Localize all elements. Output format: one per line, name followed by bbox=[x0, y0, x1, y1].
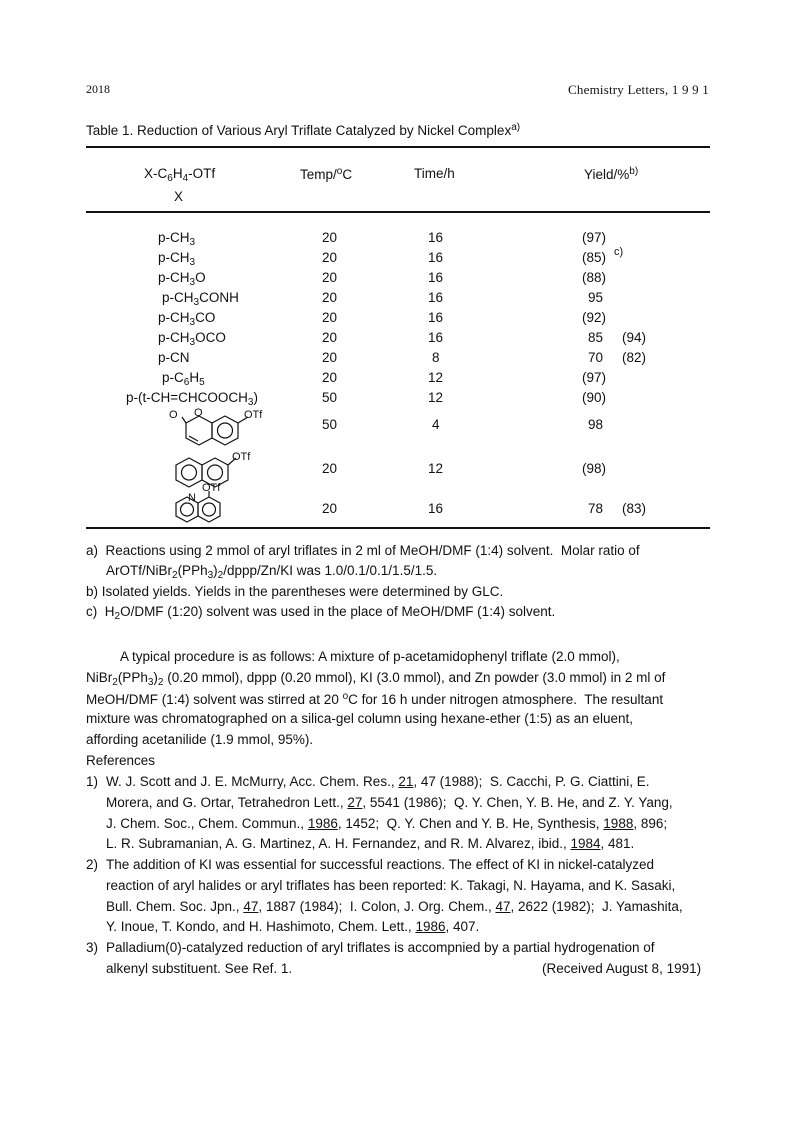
header-substrate-sub2: 4 bbox=[182, 173, 189, 184]
quinolyl-triflate-structure bbox=[168, 481, 258, 529]
row-2-time: 16 bbox=[428, 250, 444, 265]
procedure-line-5: affording acetanilide (1.9 mmol, 95%). bbox=[86, 732, 314, 747]
ref-1-num: 1) bbox=[86, 774, 99, 789]
header-temp-main: Temp/ bbox=[300, 167, 337, 182]
ref-3-num: 3) bbox=[86, 940, 99, 955]
row-7-yield: 70 bbox=[588, 350, 604, 365]
procedure-line-3: MeOH/DMF (1:4) solvent was stirred at 20 $^o$C for 16 h under nitrogen atmosphere. The resultant bbox=[86, 691, 664, 707]
row-3-time: 16 bbox=[428, 270, 444, 285]
table-top-rule bbox=[86, 146, 710, 148]
coumarin-otf-label: OTf bbox=[244, 409, 263, 421]
table-caption-text: Table 1. Reduction of Various Aryl Triflate Catalyzed by Nickel Complex bbox=[86, 123, 512, 138]
row-11-yield: (98) bbox=[582, 461, 607, 476]
row-4-time: 16 bbox=[428, 290, 444, 305]
ref-2-line-2: reaction of aryl halides or aryl triflates has been reported: K. Takagi, N. Hayama, and K. Sasaki, bbox=[106, 878, 676, 893]
header-yield bbox=[584, 166, 638, 182]
quinolyl-n-label: N bbox=[188, 492, 196, 504]
row-9-time: 12 bbox=[428, 390, 444, 405]
header-temp bbox=[300, 166, 352, 182]
row-2-x: $p-CH_3$ bbox=[158, 250, 196, 268]
row-5-time: 16 bbox=[428, 310, 444, 325]
footnote-a-line2: ArOTf/$NiBr_2(PPh_3)_2/dppp/Zn/KI$ was 1.0/0.1/0.1/1.5/1.5. bbox=[106, 563, 438, 581]
row-6-alt: (94) bbox=[622, 330, 647, 345]
quinolyl-otf-label: OTf bbox=[202, 482, 221, 494]
header-substrate-mid: H bbox=[172, 166, 183, 181]
row-9-yield: (90) bbox=[582, 390, 607, 405]
table-caption-note: a) bbox=[511, 122, 521, 133]
row-12-alt: (83) bbox=[622, 501, 647, 516]
row-3-temp: 20 bbox=[322, 270, 338, 285]
ref-3-line-1: Palladium(0)-catalyzed reduction of aryl triflates is accompnied by a partial hydrogenation of bbox=[106, 940, 655, 955]
row-8-time: 12 bbox=[428, 370, 444, 385]
footnote-a-line1: a) Reactions using 2 mmol of aryl triflates in 2 ml of MeOH/DMF (1:4) solvent. Molar ratio of bbox=[86, 543, 640, 558]
ref-2-line-4: Y. Inoue, T. Kondo, and H. Hashimoto, Chem. Lett., 1986, 407. bbox=[106, 919, 480, 934]
row-8-yield: (97) bbox=[582, 370, 607, 385]
header-temp-end: C bbox=[342, 167, 353, 182]
row-3-x: $p-CH_3O$ bbox=[158, 270, 206, 288]
ref-1-line-1: W. J. Scott and J. E. McMurry, Acc. Chem. Res., 21, 47 (1988); S. Cacchi, P. G. Ciattini, E. bbox=[106, 774, 650, 789]
row-10-yield: 98 bbox=[588, 417, 604, 432]
row-6-time: 16 bbox=[428, 330, 444, 345]
procedure-line-2: $NiBr_2(PPh_3)_2$ (0.20 mmol), dppp (0.20 mmol), KI (3.0 mmol), and Zn powder (3.0 mmol) in 2 ml of bbox=[86, 670, 666, 688]
row-4-temp: 20 bbox=[322, 290, 338, 305]
row-1-temp: 20 bbox=[322, 230, 338, 245]
row-11-time: 12 bbox=[428, 461, 444, 476]
row-12-yield: 78 bbox=[588, 501, 604, 516]
header-time: Time/h bbox=[414, 166, 455, 181]
received-date: (Received August 8, 1991) bbox=[542, 961, 702, 976]
coumarin-o2-label: O bbox=[194, 407, 203, 419]
row-12-time: 16 bbox=[428, 501, 444, 516]
row-6-x: $p-CH_3OCO$ bbox=[158, 330, 226, 348]
row-10-time: 4 bbox=[432, 417, 440, 432]
procedure-line-1: A typical procedure is as follows: A mixture of p-acetamidophenyl triflate (2.0 mmol), bbox=[120, 649, 620, 664]
row-6-temp: 20 bbox=[322, 330, 338, 345]
row-7-time: 8 bbox=[432, 350, 440, 365]
row-7-x: p-CN bbox=[158, 350, 190, 365]
procedure-line-4: mixture was chromatographed on a silica-gel column using hexane-ether (1:5) as an eluent, bbox=[86, 711, 634, 726]
row-5-yield: (92) bbox=[582, 310, 607, 325]
ref-2-line-3: Bull. Chem. Soc. Jpn., 47, 1887 (1984); I. Colon, J. Org. Chem., 47, 2622 (1982); J. Yamashita, bbox=[106, 899, 683, 914]
row-8-x: $p-C_6H_5$ bbox=[162, 370, 205, 388]
table-caption bbox=[86, 122, 520, 138]
row-2-yield: (85) bbox=[582, 250, 607, 265]
ref-1-line-3: J. Chem. Soc., Chem. Commun., 1986, 1452; Q. Y. Chen and Y. B. He, Synthesis, 1988, 896; bbox=[106, 816, 668, 831]
header-substrate-main: X-C bbox=[144, 166, 168, 181]
row-1-yield: (97) bbox=[582, 230, 607, 245]
row-9-x: $p-(t-CH=CHCOOCH_3)$ bbox=[126, 390, 258, 408]
row-1-x: $p-CH_3$ bbox=[158, 230, 196, 248]
row-11-temp: 20 bbox=[322, 461, 338, 476]
header-x: X bbox=[174, 189, 184, 204]
row-3-yield: (88) bbox=[582, 270, 607, 285]
row-7-alt: (82) bbox=[622, 350, 647, 365]
row-2-note: c) bbox=[614, 246, 624, 258]
naphthyl-otf-label: OTf bbox=[232, 451, 251, 463]
header-yield-sup: b) bbox=[629, 166, 639, 177]
row-1-time: 16 bbox=[428, 230, 444, 245]
header-substrate-sub1: 6 bbox=[167, 173, 173, 184]
coumarin-o1-label: O bbox=[169, 409, 178, 421]
row-5-x: $p-CH_3CO$ bbox=[158, 310, 216, 328]
row-5-temp: 20 bbox=[322, 310, 338, 325]
row-4-yield: 95 bbox=[588, 290, 604, 305]
header-substrate bbox=[144, 166, 215, 184]
row-8-temp: 20 bbox=[322, 370, 338, 385]
row-7-temp: 20 bbox=[322, 350, 338, 365]
footnote-b: b) Isolated yields. Yields in the parentheses were determined by GLC. bbox=[86, 584, 504, 599]
header-yield-main: Yield/% bbox=[584, 167, 630, 182]
table-bottom-rule bbox=[86, 527, 710, 529]
references-heading: References bbox=[86, 753, 156, 768]
ref-2-line-1: The addition of KI was essential for successful reactions. The effect of KI in nickel-catalyzed bbox=[106, 857, 655, 872]
journal-header: Chemistry Letters, 1 9 9 1 bbox=[568, 82, 709, 97]
footnote-c: c) $H_2O$/DMF (1:20) solvent was used in the place of MeOH/DMF (1:4) solvent. bbox=[86, 604, 556, 622]
header-substrate-end: -OTf bbox=[188, 166, 216, 181]
row-2-temp: 20 bbox=[322, 250, 338, 265]
ref-3-line-2: alkenyl substituent. See Ref. 1. bbox=[106, 961, 293, 976]
row-6-yield: 85 bbox=[588, 330, 604, 345]
row-12-temp: 20 bbox=[322, 501, 338, 516]
ref-2-num: 2) bbox=[86, 857, 99, 872]
row-9-temp: 50 bbox=[322, 390, 338, 405]
row-10-temp: 50 bbox=[322, 417, 338, 432]
header-temp-sup: o bbox=[336, 166, 343, 177]
page-number: 2018 bbox=[86, 82, 110, 96]
table-header-rule bbox=[86, 211, 710, 213]
ref-1-line-4: L. R. Subramanian, A. G. Martinez, A. H. Fernandez, and R. M. Alvarez, ibid., 1984, 481. bbox=[106, 836, 635, 851]
ref-1-line-2: Morera, and G. Ortar, Tetrahedron Lett., 27, 5541 (1986); Q. Y. Chen, Y. B. He, and Z. Y. Yang, bbox=[106, 795, 673, 810]
row-4-x: $p-CH_3CONH$ bbox=[162, 290, 239, 308]
